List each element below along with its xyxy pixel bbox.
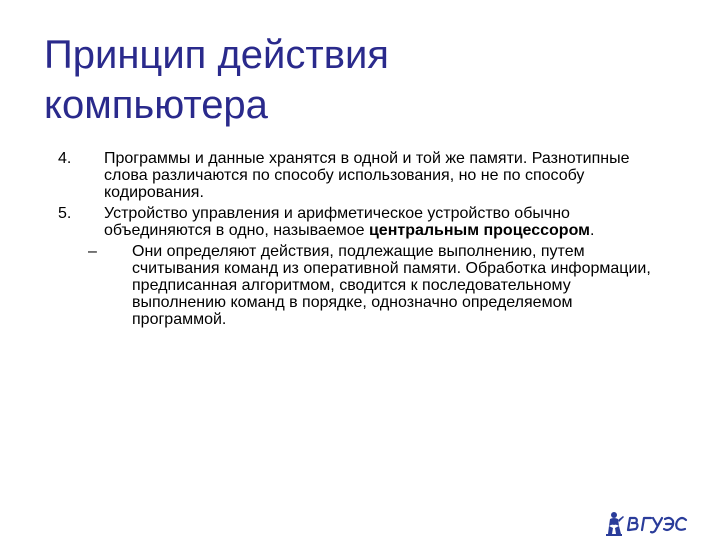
list-item-text-start: Устройство управления и арифметическое устройство обычно объединяются в одно, называемое — [104, 205, 570, 239]
list-item — [58, 205, 668, 239]
emblem-figure — [606, 512, 624, 536]
list-item-number: 5. — [58, 205, 72, 222]
list-item-text — [104, 205, 668, 239]
sub-list-item — [88, 243, 668, 328]
slide-title — [44, 30, 604, 130]
slide-body-list — [58, 150, 668, 328]
list-item-text: Программы и данные хранятся в одной и той же памяти. Разнотипные слова различаются по способу использования, но не по способу кодирования. — [104, 150, 630, 201]
slide-title-line-1: Принцип действия — [44, 33, 389, 77]
sub-list-bullet: – — [88, 243, 97, 260]
sub-list-item-text: Они определяют действия, подлежащие выполнению, путем считывания команд из оперативной памяти. Обработка информации, предписанная алгоритмом, сводится к последовательному выполнению команд в порядке, однозначно определяемом программой. — [132, 243, 651, 328]
logo-lettering — [628, 518, 686, 532]
slide-title-line-2: компьютера — [44, 83, 268, 127]
list-item-text-end: . — [589, 222, 595, 239]
list-item-emphasis: центральным процессором — [368, 222, 590, 239]
list-item-number: 4. — [58, 150, 72, 167]
list-item — [58, 150, 668, 201]
vguees-logo-icon — [606, 510, 690, 536]
